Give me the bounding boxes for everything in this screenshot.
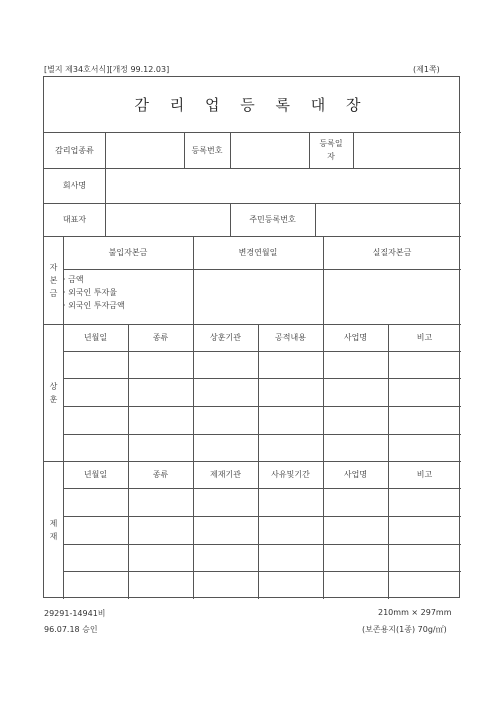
capital-item-amount: · 금액 [63,275,84,284]
registration-no-label: 등록번호 [191,145,223,155]
awards-header-agency: 상훈기관 [210,333,241,342]
sanctions-label-char-1: 제 [49,519,58,528]
registration-no-field[interactable] [230,132,309,168]
capital-item-foreign-amount: · 외국인 투자금액 [63,301,125,310]
sanctions-header-date: 년월일 [83,470,108,479]
capital-section-label [44,236,63,324]
awards-section-label [44,324,63,461]
registration-date-field[interactable] [353,132,461,168]
footer-paper-size: 210mm × 297mm [378,608,452,617]
capital-header-paid-in: 불입자본금 [108,248,148,257]
sanctions-header-remarks: 비고 [416,470,433,479]
resident-no-label: 주민등록번호 [249,215,296,224]
sanctions-header-agency: 제재기관 [210,470,241,479]
footer-approval: 96.07.18 승인 [44,625,98,634]
awards-label-char-2: 훈 [49,394,58,404]
capital-label-char-2: 본 [49,275,58,285]
capital-item-foreign-rate: · 외국인 투자율 [63,288,117,297]
capital-label-char-3: 금 [49,288,58,298]
awards-label-char-1: 상 [49,381,58,391]
capital-header-change-date: 변경연월일 [238,248,278,257]
sanctions-header-project: 사업명 [343,470,368,479]
representative-field[interactable] [105,203,230,236]
registration-date-label [309,132,353,168]
page-indicator: (제1쪽) [413,65,440,74]
footer-code: 29291-14941비 [44,609,106,618]
capital-label-char-1: 자 [49,262,58,272]
business-type-field[interactable] [105,132,184,168]
resident-no-field[interactable] [315,203,461,236]
form-code: [별지 제34호서식][개정 99.12.03] [44,65,170,74]
registration-date-label-line1: 등록일 [319,139,343,148]
capital-header-real: 실질자본금 [372,248,412,257]
awards-header-type: 종류 [152,333,169,342]
sanctions-header-reason: 사유및기간 [271,470,310,479]
sanctions-label-char-2: 재 [49,532,58,541]
awards-header-merit: 공적내용 [275,333,306,342]
sanctions-header-type: 종류 [152,470,169,479]
business-type-label: 감리업종류 [55,145,94,155]
awards-header-remarks: 비고 [416,333,433,342]
form-title: 감 리 업 등 록 대 장 [134,96,369,114]
awards-header-date: 년월일 [83,333,108,342]
footer-paper-spec: (보존용지(1종) 70g/㎡) [362,625,447,634]
capital-items [63,273,125,312]
registration-date-label-line2: 자 [327,152,335,161]
awards-header-project: 사업명 [343,333,368,342]
company-name-field[interactable] [105,168,461,203]
company-name-label: 회사명 [62,181,87,190]
sanctions-section-label [44,461,63,599]
representative-label: 대표자 [62,215,87,224]
registry-form [43,76,460,598]
